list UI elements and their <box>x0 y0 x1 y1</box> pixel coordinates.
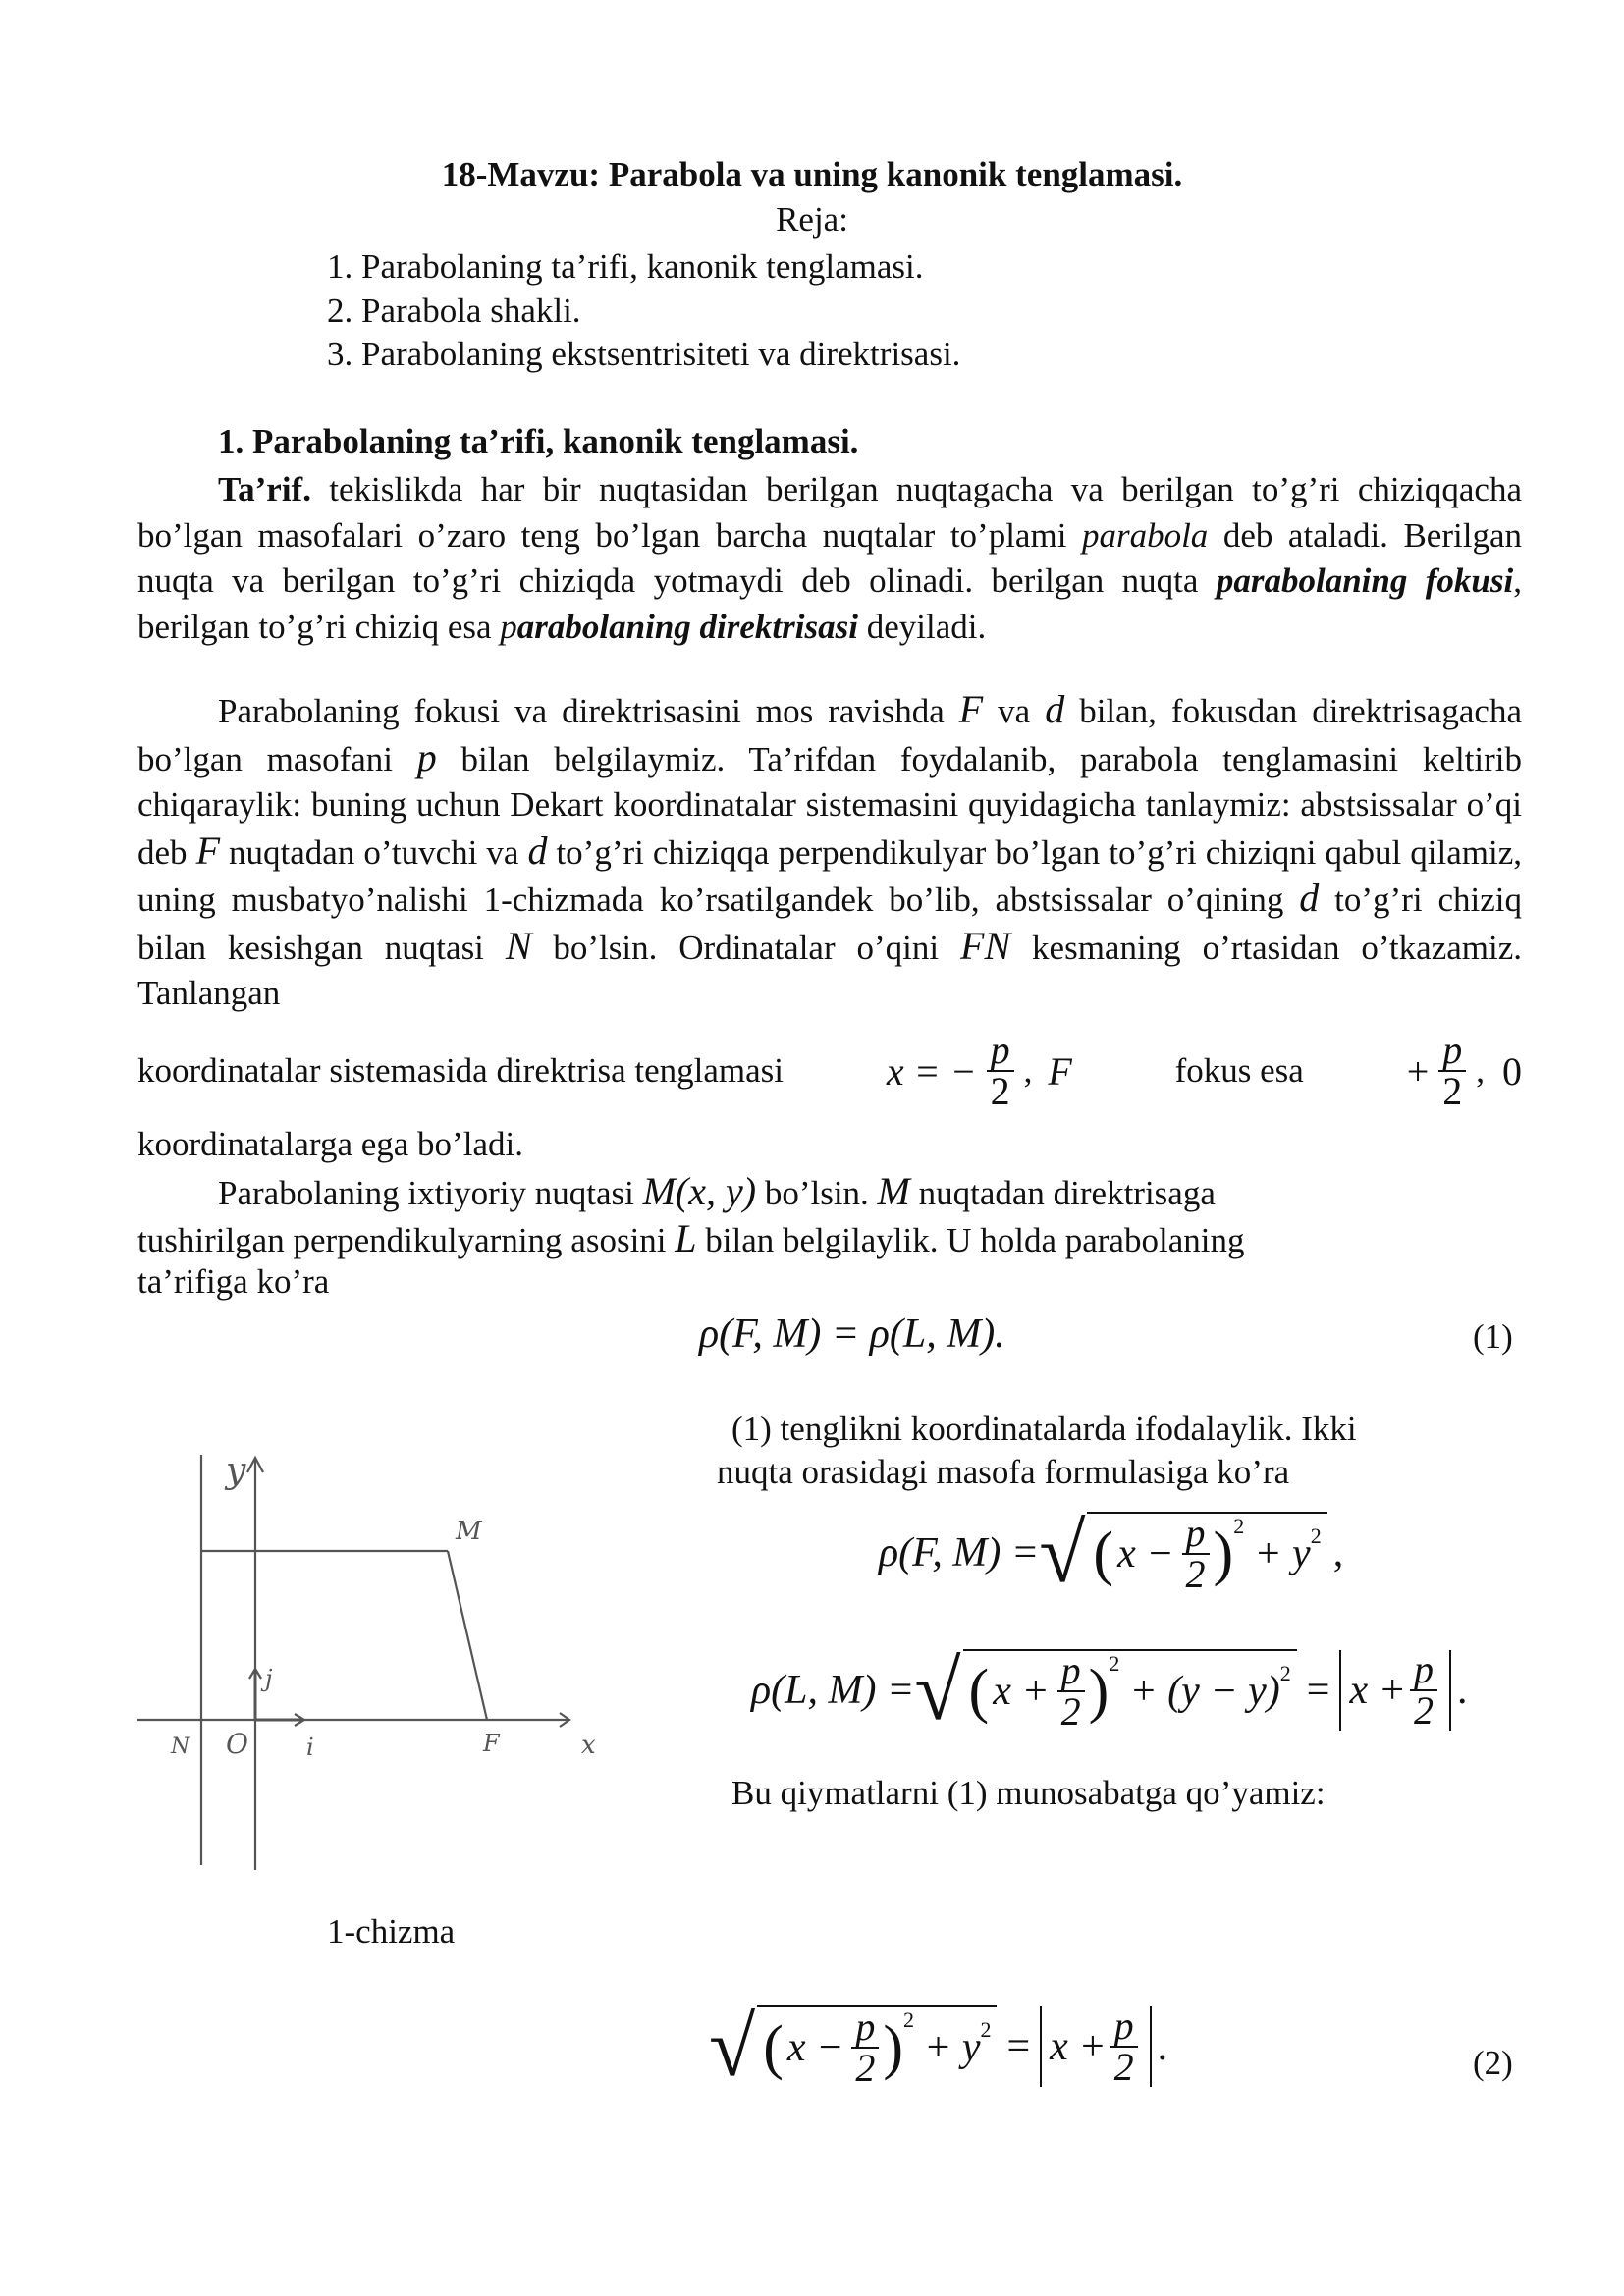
label-N: N <box>171 1735 190 1759</box>
coordinate-sketch <box>171 1451 628 1875</box>
label-j: j <box>265 1665 273 1692</box>
equation-2-number: (2) <box>1473 2044 1513 2082</box>
p-over-2-fraction: $\frac{p}{2}$ <box>1410 1650 1437 1731</box>
definition-label: Ta’rif. <box>218 470 311 508</box>
definition-ref-line: ta’rifiga ko’ra <box>137 1262 330 1301</box>
perpendicular-line: tushirilgan perpendikulyarning asosini L bilan belgilaylik. U holda parabolaning <box>137 1216 1245 1260</box>
term-directrix: arabolaning direktrisasi <box>516 607 858 646</box>
distance-formula-directrix: ρ(L, M) = √ ( x + $\frac{p}{2}$ ) $^2$ + (y − y) $^2$ = x + $\frac{p}{2}$ . <box>751 1643 1468 1737</box>
plan-item: 2. Parabola shakli. <box>327 291 581 330</box>
definition-paragraph: Ta’rif. tekislikda har bir nuqtasidan berilgan nuqtagacha va berilgan to’g’ri chiziqqacha bo’lgan masofalari o’zaro teng bo’lgan barcha nuqtalar to’plami parabola deb ataladi. Berilgan nuqta va berilgan to’g’ri chiziqda yotmaydi deb olinadi. berilgan nuqta parabolaning fokusi, berilgan to’g’ri chiziq esa parabolaning direktrisasi deyiladi. <box>137 470 1522 646</box>
label-F: F <box>483 1730 500 1757</box>
term-parabola: parabola <box>1081 515 1209 555</box>
label-M: M <box>456 1517 482 1546</box>
p-over-2-fraction: $\frac{p}{2}$ <box>1438 1031 1466 1111</box>
equation-1-number: (1) <box>1473 1317 1513 1356</box>
arbitrary-point-line: Parabolaning ixtiyoriy nuqtasi M(x, y) bo’lsin. M nuqtadan direktrisaga <box>218 1169 1216 1213</box>
plan-item: 3. Parabolaning ekstsentrisiteti va direktrisasi. <box>327 335 961 373</box>
plan-heading: Reja: <box>776 200 848 239</box>
directrix-line: koordinatalar sistemasida direktrisa tenglamasi x = − $\frac{p}{2}$ , F fokus esa + $\frac{p}{2}$ , 0 <box>137 1028 1522 1113</box>
substitution-text: Bu qiymatlarni (1) munosabatga qo’yamiz: <box>731 1774 1326 1812</box>
section-heading: 1. Parabolaning ta’rifi, kanonik tenglamasi. <box>218 422 859 460</box>
parabola-figure <box>171 1451 628 1880</box>
p-over-2-fraction: $\frac{p}{2}$ <box>987 1031 1014 1111</box>
p-over-2-fraction: $\frac{p}{2}$ <box>1110 2006 1138 2087</box>
label-x: x <box>581 1731 596 1760</box>
plan-list <box>327 245 960 377</box>
label-i: i <box>306 1734 314 1761</box>
segment-M-to-F <box>448 1551 487 1720</box>
distance-formula-focus: ρ(F, M) = √ ( x − $\frac{p}{2}$ ) $^2$ + y $^2$ , <box>879 1506 1344 1600</box>
right-text-line: nuqta orasidagi masofa formulasiga ko’ra <box>717 1453 1290 1491</box>
coordinate-paragraph: Parabolaning fokusi va direktrisasini mos ravishda F va d bilan, fokusdan direktrisagacha bo’lgan masofani p bilan belgilaymiz. Ta’rifdan foydalanib, parabola tenglamasini keltirib chiqaraylik: buning uchun Dekart koordinatalar sistemasini quyidagicha tanlaymiz: abstsissalar o’qi deb F nuqtadan o’tuvchi va d to’g’ri chiziqqa perpendikulyar bo’lgan to’g’ri chiziqni qabul qilamiz, uning musbatyo’nalishi 1-chizmada ko’rsatilgandek bo’lib, abstsissalar o’qining d to’g’ri chiziq bilan kesishgan nuqtasi N bo’lsin. Ordinatalar o’qini FN kesmaning o’rtasidan o’tkazamiz. Tanlangan <box>137 687 1522 1012</box>
p-over-2-fraction: $\frac{p}{2}$ <box>851 2007 879 2088</box>
right-text-line: (1) tenglikni koordinatalarda ifodalaylik. Ikki <box>731 1410 1357 1448</box>
figure-caption: 1-chizma <box>327 1912 456 1950</box>
equation-2: √ ( x − $\frac{p}{2}$ ) $^2$ + y $^2$ = x + $\frac{p}{2}$ . <box>709 2000 1168 2094</box>
label-O: O <box>226 1728 248 1760</box>
plan-item: 1. Parabolaning ta’rifi, kanonik tenglamasi. <box>327 247 924 286</box>
coordinates-line: koordinatalarga ega bo’ladi. <box>137 1125 523 1163</box>
equation-1: ρ(F, M) = ρ(L, M). <box>699 1311 1005 1357</box>
p-over-2-fraction: $\frac{p}{2}$ <box>1182 1514 1210 1594</box>
term-focus: parabolaning fokusi <box>1216 561 1514 600</box>
page-title: 18-Mavzu: Parabola va uning kanonik tenglamasi. <box>441 155 1183 193</box>
p-over-2-fraction: $\frac{p}{2}$ <box>1057 1651 1085 1732</box>
label-y: y <box>226 1451 246 1491</box>
